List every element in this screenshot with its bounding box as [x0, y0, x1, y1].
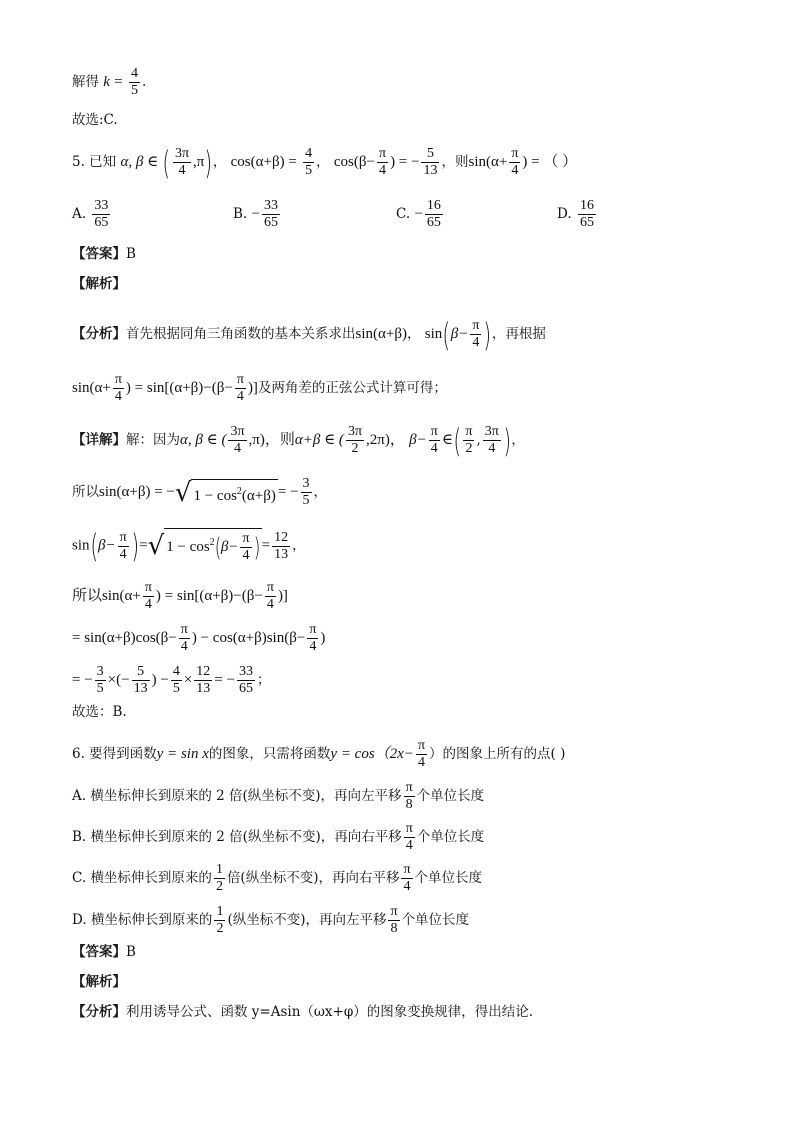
fraction: $\frac{4}{5}$ [131, 66, 139, 98]
step-3: 所以sin(α+ $\frac{\pi}{4}$ ) = sin[(α+β)−(β− $\frac{\pi}{4}$ )] [72, 580, 288, 612]
detail-line: 【详解】解：因为α, β ∈ ( $\frac{3\pi}{4}$ ,π)，则α+β ∈ ( $\frac{3\pi}{2}$ ,2π)， β− $\frac{\pi}{4}$ ∈( $\frac{\pi}{2}$ , $\frac{3\pi}{4}$ )， [72, 421, 525, 460]
answer-line: 【答案】B [72, 246, 136, 262]
option-c: C. − $\frac{16}{65}$ [396, 198, 441, 230]
option-a: A. $\frac{33}{65}$ [72, 198, 109, 230]
choice-line: 故选:C. [72, 112, 118, 128]
step-2: sin(β− $\frac{\pi}{4}$ )=√ $1 - \cos^2(\beta-$ $\frac{\pi}{4}$ ) = $\frac{12}{13}$ ， [72, 527, 306, 565]
step-4: = sin(α+β)cos(β− $\frac{\pi}{4}$ ) − cos(α+β)sin(β− $\frac{\pi}{4}$ ) [72, 622, 326, 654]
q6-option-d: D. 横坐标伸长到原来的 $\frac{1}{2}$ (纵坐标不变)，再向左平移 $\frac{\pi}{8}$ 个单位长度 [72, 904, 470, 936]
question-6-stem: 6. 要得到函数y = sin x的图象，只需将函数y = cos（2x− $\frac{\pi}{4}$ ）的图象上所有的点( ) [72, 738, 566, 770]
analysis-tag-6: 【解析】 [72, 974, 126, 990]
analysis-line-6: 【分析】利用诱导公式、函数 y=Asin（ωx+φ）的图象变换规律，得出结论. [72, 1004, 534, 1020]
question-5-stem: 5. 已知 α, β ∈ ( $\frac{3\pi}{4}$ ,π)， cos(α+β) = $\frac{4}{5}$ ， cos(β− $\frac{\pi}{4}$ ) = − $\frac{5}{13}$ ，则sin(α+ $\frac{\pi}{4}$ ) = （ ） [72, 143, 578, 182]
choice-line-5: 故选：B. [72, 704, 127, 720]
option-b: B. − $\frac{33}{65}$ [233, 198, 278, 230]
step-5: = − $\frac{3}{5}$ ×(− $\frac{5}{13}$ ) − $\frac{4}{5}$ × $\frac{12}{13}$ = − $\frac{33}{65}$ ； [72, 664, 271, 696]
analysis-line: 【分析】首先根据同角三角函数的基本关系求出sin(α+β)， sin(β− $\frac{\pi}{4}$ )，再根据 [72, 315, 546, 354]
step-1: 所以sin(α+β) = −√ $1 - \cos^2(\alpha+\beta)$ = − $\frac{3}{5}$ ， [72, 476, 328, 508]
q6-option-a: A. 横坐标伸长到原来的 2 倍(纵坐标不变)，再向左平移 $\frac{\pi}{8}$ 个单位长度 [72, 780, 485, 812]
q6-option-c: C. 横坐标伸长到原来的 $\frac{1}{2}$ 倍(纵坐标不变)，再向右平移 $\frac{\pi}{4}$ 个单位长度 [72, 862, 483, 894]
option-d: D. $\frac{16}{65}$ [557, 198, 594, 230]
q6-option-b: B. 横坐标伸长到原来的 2 倍(纵坐标不变)，再向右平移 $\frac{\pi}{4}$ 个单位长度 [72, 821, 485, 853]
formula-line: sin(α+ $\frac{\pi}{4}$ ) = sin[(α+β)−(β− $\frac{\pi}{4}$ )]及两角差的正弦公式计算可得； [72, 372, 447, 404]
analysis-tag: 【解析】 [72, 276, 126, 292]
answer-line-6: 【答案】B [72, 944, 136, 960]
solution-line: 解得 k = $\frac{4}{5}$ . [72, 66, 147, 98]
